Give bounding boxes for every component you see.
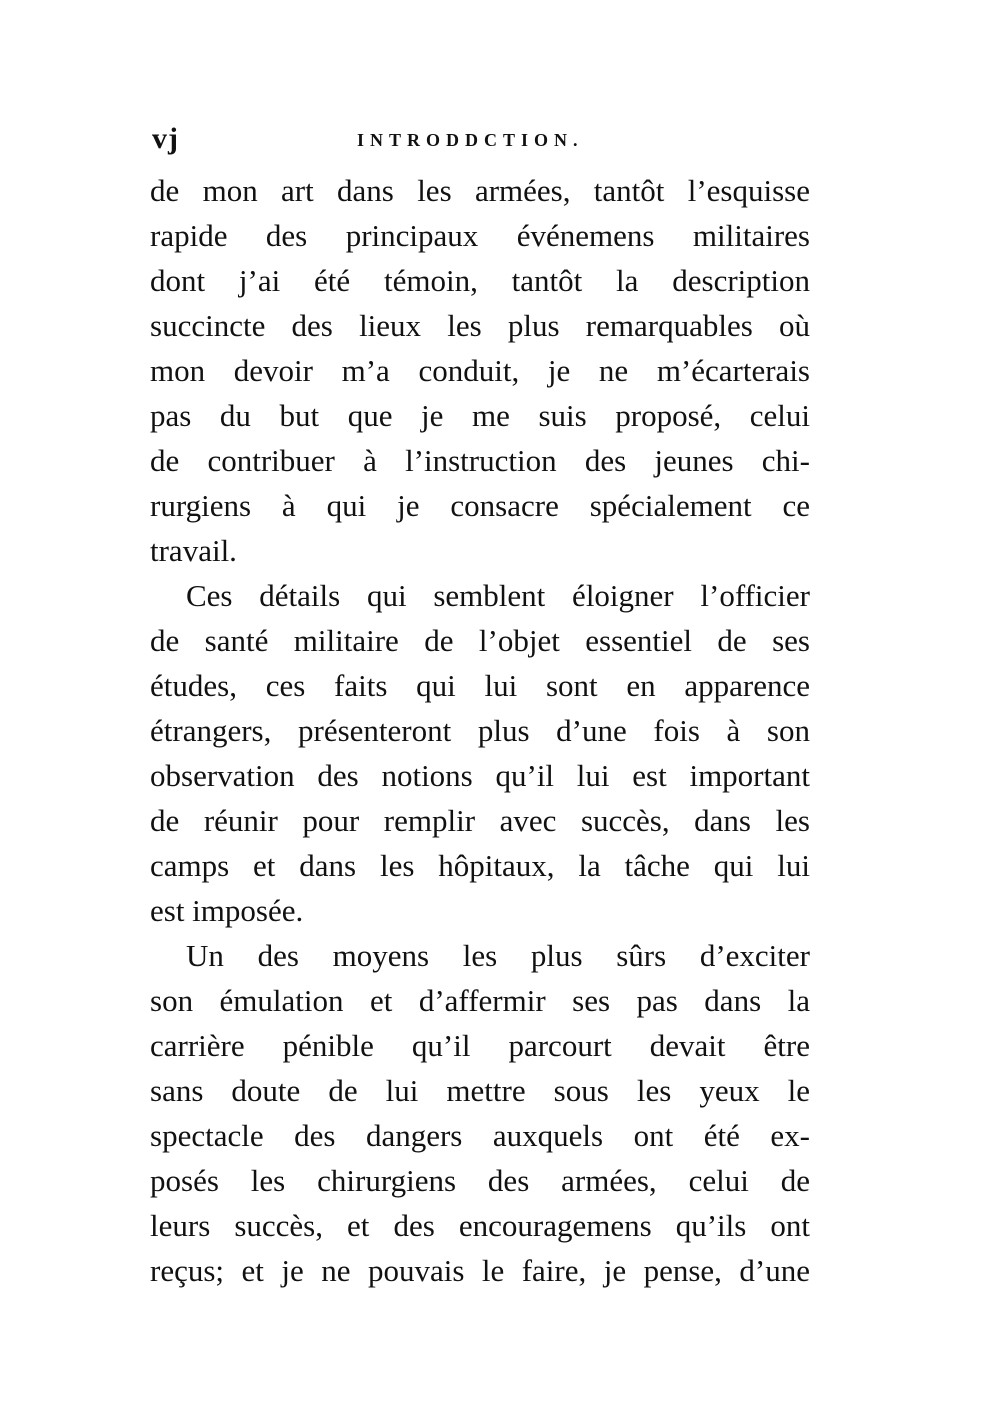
paragraph-3 — [150, 933, 810, 1293]
text-line: observation des notions qu’il lui est important — [150, 758, 810, 793]
text-line: dont j’ai été témoin, tantôt la description — [150, 263, 810, 298]
text-line: de mon art dans les armées, tantôt l’esquisse — [150, 173, 810, 208]
text-line: carrière pénible qu’il parcourt devait être — [150, 1028, 810, 1063]
body-text — [150, 168, 810, 1293]
text-line: succincte des lieux les plus remarquables où — [150, 308, 810, 343]
text-line: de contribuer à l’instruction des jeunes chi- — [150, 443, 810, 478]
text-line: étrangers, présenteront plus d’une fois à son — [150, 713, 810, 748]
text-line: son émulation et d’affermir ses pas dans la — [150, 983, 810, 1018]
text-line: est imposée. — [150, 893, 304, 928]
text-line: reçus; et je ne pouvais le faire, je pense, d’une — [150, 1253, 810, 1288]
text-line: travail. — [150, 533, 237, 568]
text-line: sans doute de lui mettre sous les yeux le — [150, 1073, 810, 1108]
text-line: rapide des principaux événemens militaires — [150, 218, 810, 253]
text-line: de santé militaire de l’objet essentiel de ses — [150, 623, 810, 658]
text-line: de réunir pour remplir avec succès, dans les — [150, 803, 810, 838]
running-title: INTRODDCTION. — [357, 130, 584, 150]
text-line: Ces détails qui semblent éloigner l’officier — [186, 578, 810, 613]
text-line: spectacle des dangers auxquels ont été ex- — [150, 1118, 810, 1153]
paragraph-2 — [150, 573, 810, 933]
page-header — [152, 122, 812, 162]
text-line: rurgiens à qui je consacre spécialement ce — [150, 488, 810, 523]
text-line: Un des moyens les plus sûrs d’exciter — [186, 938, 810, 973]
text-line: études, ces faits qui lui sont en apparence — [150, 668, 810, 703]
text-line: pas du but que je me suis proposé, celui — [150, 398, 810, 433]
text-line: posés les chirurgiens des armées, celui de — [150, 1163, 810, 1198]
text-line: camps et dans les hôpitaux, la tâche qui lui — [150, 848, 810, 883]
text-line: mon devoir m’a conduit, je ne m’écarterais — [150, 353, 810, 388]
page-number: vj — [152, 122, 179, 155]
paragraph-1 — [150, 168, 810, 573]
text-line: leurs succès, et des encouragemens qu’ils ont — [150, 1208, 810, 1243]
